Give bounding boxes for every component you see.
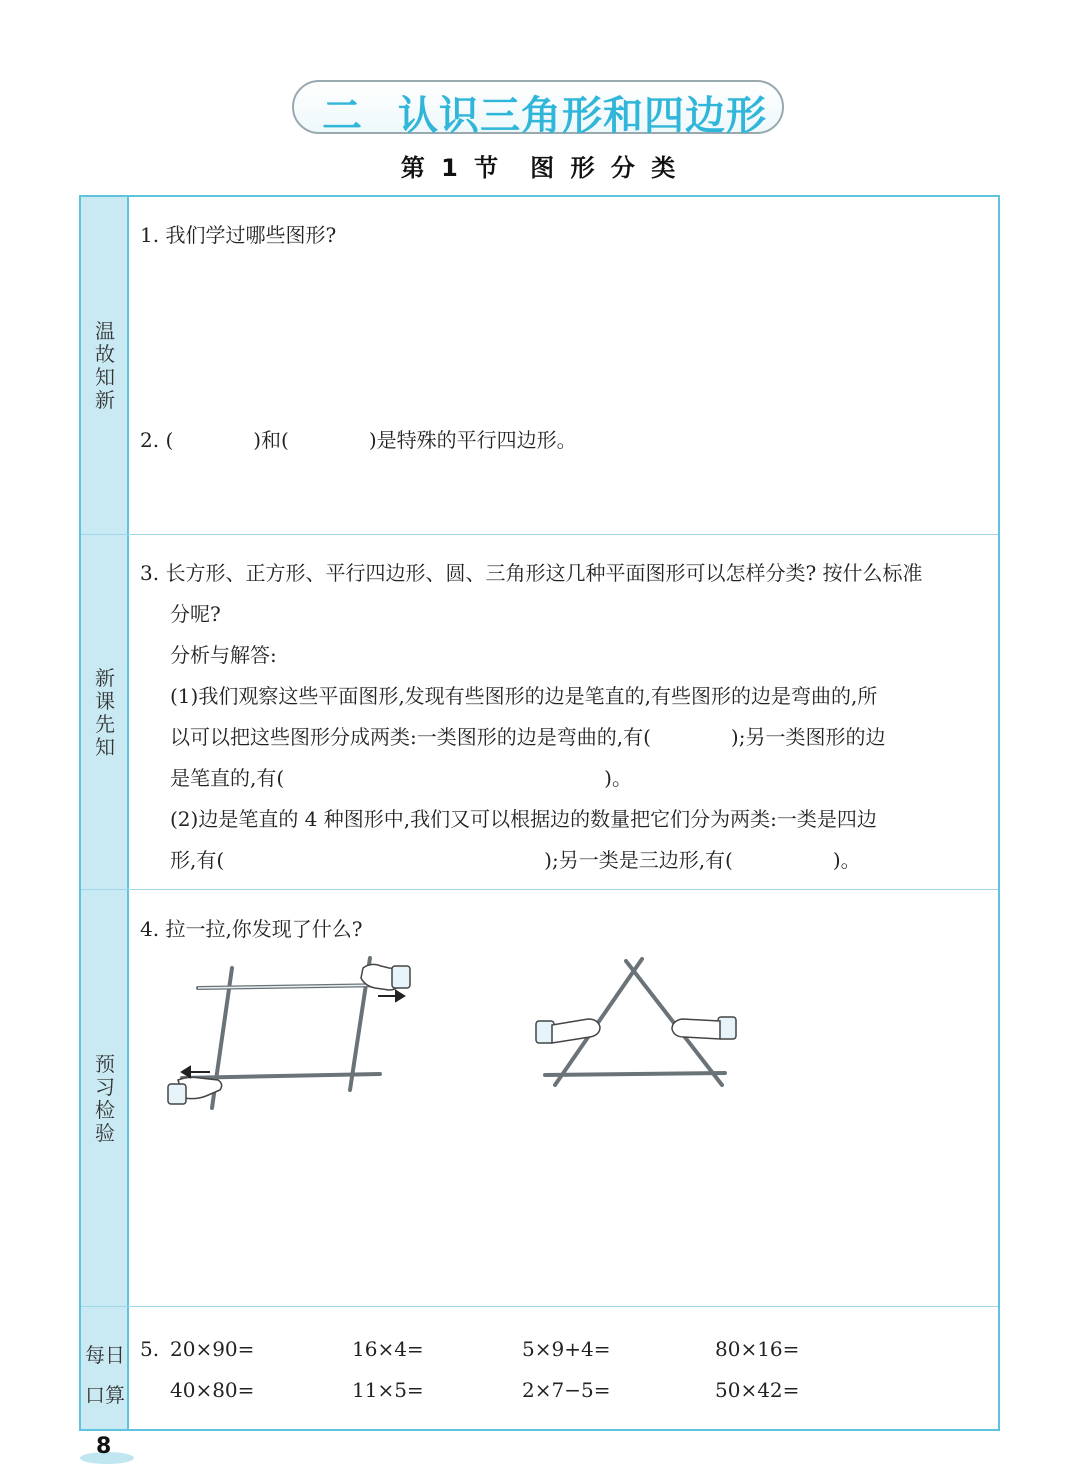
calc-item: 20×90= — [170, 1337, 255, 1361]
question-3-line-7: (2)边是笔直的 4 种图形中,我们又可以根据边的数量把它们分为两类:一类是四边 — [170, 807, 877, 831]
row-divider — [81, 534, 998, 535]
sidebar-label-daily-calc: 每日 口算 — [85, 1343, 125, 1407]
question-3-line-3: 分析与解答: — [170, 643, 277, 667]
sidebar-label-new-lesson: 新 课 先 知 — [95, 666, 115, 759]
question-3-line-4: (1)我们观察这些平面图形,发现有些图形的边是笔直的,有些图形的边是弯曲的,所 — [170, 684, 878, 708]
stick-triangle-figure — [530, 955, 745, 1090]
row-divider — [81, 1306, 998, 1307]
question-3-line-5: 以可以把这些图形分成两类:一类图形的边是弯曲的,有( );另一类图形的边 — [170, 725, 886, 749]
calc-item: 80×16= — [715, 1337, 800, 1361]
hand-icon — [361, 964, 410, 990]
chapter-number: 二 — [322, 93, 364, 139]
calc-item: 11×5= — [352, 1378, 424, 1402]
stick-rectangle-figure — [160, 950, 430, 1115]
calc-item: 40×80= — [170, 1378, 255, 1402]
calc-item: 5×9+4= — [522, 1337, 611, 1361]
sidebar-label-preview-check: 预 习 检 验 — [95, 1052, 115, 1145]
question-4: 4. 拉一拉,你发现了什么? — [140, 917, 363, 941]
chapter-title: 认识三角形和四边形 — [398, 93, 767, 139]
question-3-line-2: 分呢? — [170, 602, 221, 626]
calc-item: 2×7−5= — [522, 1378, 611, 1402]
question-2: 2. ( )和( )是特殊的平行四边形。 — [140, 428, 577, 452]
hand-icon — [672, 1017, 736, 1039]
question-3-line-6: 是笔直的,有( )。 — [170, 766, 632, 790]
page-number: 8 — [96, 1434, 112, 1459]
question-3-line-8: 形,有( );另一类是三边形,有( )。 — [170, 848, 861, 872]
sidebar-label-review: 温 故 知 新 — [95, 319, 115, 412]
hand-icon — [536, 1019, 600, 1043]
question-3-line-1: 3. 长方形、正方形、平行四边形、圆、三角形这几种平面图形可以怎样分类? 按什么标准 — [140, 561, 923, 585]
row-divider — [81, 889, 998, 890]
arrow-right-icon — [378, 991, 404, 1001]
arrow-left-icon — [182, 1067, 210, 1077]
calc-item: 16×4= — [352, 1337, 424, 1361]
section-title: 第 1 节 图 形 分 类 — [400, 154, 680, 182]
question-5-label: 5. — [140, 1337, 160, 1361]
question-1: 1. 我们学过哪些图形? — [140, 223, 337, 247]
calc-item: 50×42= — [715, 1378, 800, 1402]
